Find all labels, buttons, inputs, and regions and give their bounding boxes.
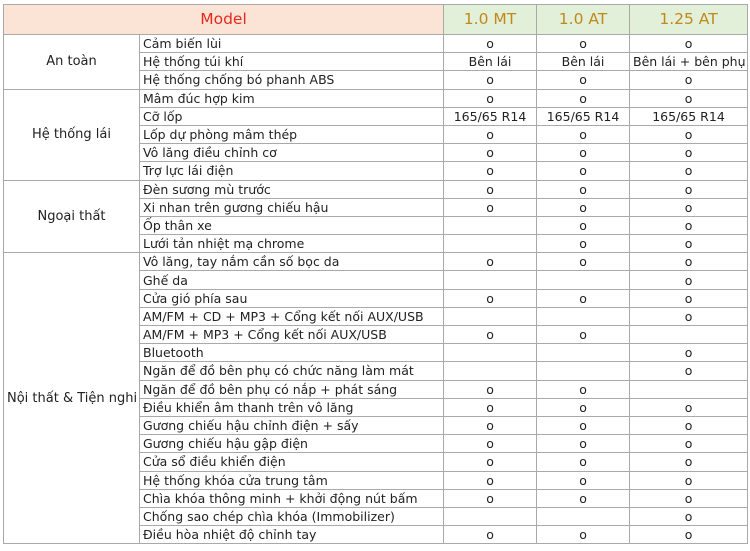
- value-cell: o: [537, 526, 630, 544]
- value-cell: o: [630, 489, 748, 507]
- group-label: Nội thất & Tiện nghi: [4, 253, 140, 544]
- value-cell: [630, 326, 748, 344]
- feature-cell: Ốp thân xe: [140, 216, 444, 234]
- value-cell: o: [444, 416, 537, 434]
- value-cell: [537, 307, 630, 325]
- value-cell: o: [537, 35, 630, 53]
- value-cell: o: [537, 253, 630, 271]
- value-cell: [444, 507, 537, 525]
- feature-cell: Lốp dự phòng mâm thép: [140, 125, 444, 143]
- feature-cell: Ngăn để đồ bên phụ có nắp + phát sáng: [140, 380, 444, 398]
- value-cell: o: [630, 71, 748, 89]
- value-cell: o: [630, 289, 748, 307]
- feature-cell: Ghế da: [140, 271, 444, 289]
- value-cell: o: [537, 180, 630, 198]
- value-cell: o: [444, 326, 537, 344]
- feature-cell: Bluetooth: [140, 344, 444, 362]
- value-cell: o: [537, 398, 630, 416]
- feature-cell: Hệ thống túi khí: [140, 53, 444, 71]
- value-cell: o: [444, 526, 537, 544]
- model-header: Model: [4, 5, 444, 35]
- table-row: [4, 35, 748, 53]
- feature-cell: Cảm biến lùi: [140, 35, 444, 53]
- value-cell: Bên lái + bên phụ: [630, 53, 748, 71]
- value-cell: o: [537, 71, 630, 89]
- feature-cell: Chìa khóa thông minh + khởi động nút bấm: [140, 489, 444, 507]
- value-cell: o: [537, 198, 630, 216]
- value-cell: o: [537, 216, 630, 234]
- value-cell: o: [444, 453, 537, 471]
- value-cell: o: [444, 380, 537, 398]
- value-cell: o: [630, 235, 748, 253]
- value-cell: o: [630, 271, 748, 289]
- value-cell: o: [537, 435, 630, 453]
- value-cell: o: [630, 125, 748, 143]
- value-cell: o: [630, 307, 748, 325]
- value-cell: o: [630, 253, 748, 271]
- variant-header-3: 1.25 AT: [630, 5, 748, 35]
- feature-cell: Vô lăng, tay nắm cần số bọc da: [140, 253, 444, 271]
- value-cell: [444, 362, 537, 380]
- value-cell: o: [630, 35, 748, 53]
- value-cell: o: [630, 344, 748, 362]
- value-cell: o: [537, 453, 630, 471]
- value-cell: [537, 271, 630, 289]
- value-cell: o: [630, 416, 748, 434]
- table-row: [4, 253, 748, 271]
- value-cell: o: [537, 326, 630, 344]
- value-cell: [630, 380, 748, 398]
- feature-cell: Gương chiếu hậu chỉnh điện + sấy: [140, 416, 444, 434]
- value-cell: o: [630, 453, 748, 471]
- group-label: An toàn: [4, 35, 140, 90]
- feature-cell: Chống sao chép chìa khóa (Immobilizer): [140, 507, 444, 525]
- value-cell: o: [537, 144, 630, 162]
- value-cell: o: [444, 125, 537, 143]
- value-cell: o: [444, 253, 537, 271]
- value-cell: 165/65 R14: [630, 107, 748, 125]
- value-cell: o: [444, 35, 537, 53]
- feature-cell: Gương chiếu hậu gập điện: [140, 435, 444, 453]
- feature-cell: Lưới tản nhiệt mạ chrome: [140, 235, 444, 253]
- value-cell: o: [444, 471, 537, 489]
- group-label: Ngoại thất: [4, 180, 140, 253]
- value-cell: o: [537, 125, 630, 143]
- value-cell: o: [630, 89, 748, 107]
- value-cell: o: [444, 89, 537, 107]
- value-cell: o: [444, 398, 537, 416]
- group-label: Hệ thống lái: [4, 89, 140, 180]
- value-cell: [537, 507, 630, 525]
- value-cell: o: [630, 435, 748, 453]
- value-cell: o: [444, 71, 537, 89]
- value-cell: [444, 271, 537, 289]
- feature-cell: Cỡ lốp: [140, 107, 444, 125]
- value-cell: o: [444, 435, 537, 453]
- value-cell: o: [444, 198, 537, 216]
- feature-cell: Mâm đúc hợp kim: [140, 89, 444, 107]
- value-cell: o: [537, 162, 630, 180]
- value-cell: o: [537, 235, 630, 253]
- table-row: [4, 180, 748, 198]
- value-cell: [444, 344, 537, 362]
- value-cell: [537, 362, 630, 380]
- feature-cell: Cửa sổ điều khiển điện: [140, 453, 444, 471]
- table-row: [4, 89, 748, 107]
- value-cell: [444, 235, 537, 253]
- value-cell: o: [537, 489, 630, 507]
- variant-header-2: 1.0 AT: [537, 5, 630, 35]
- value-cell: o: [444, 180, 537, 198]
- value-cell: o: [630, 144, 748, 162]
- value-cell: Bên lái: [537, 53, 630, 71]
- feature-cell: Xi nhan trên gương chiếu hậu: [140, 198, 444, 216]
- spec-body: [4, 35, 748, 544]
- value-cell: o: [630, 198, 748, 216]
- variant-header-1: 1.0 MT: [444, 5, 537, 35]
- value-cell: o: [630, 216, 748, 234]
- value-cell: o: [630, 526, 748, 544]
- value-cell: o: [630, 180, 748, 198]
- value-cell: o: [537, 89, 630, 107]
- value-cell: o: [630, 162, 748, 180]
- header-row: [4, 5, 748, 35]
- value-cell: [444, 216, 537, 234]
- value-cell: o: [630, 398, 748, 416]
- feature-cell: Cửa gió phía sau: [140, 289, 444, 307]
- value-cell: o: [444, 162, 537, 180]
- value-cell: o: [537, 380, 630, 398]
- feature-cell: AM/FM + CD + MP3 + Cổng kết nối AUX/USB: [140, 307, 444, 325]
- value-cell: [444, 307, 537, 325]
- feature-cell: Vô lăng điều chỉnh cơ: [140, 144, 444, 162]
- value-cell: o: [537, 289, 630, 307]
- feature-cell: Trợ lực lái điện: [140, 162, 444, 180]
- feature-cell: Điều khiển âm thanh trên vô lăng: [140, 398, 444, 416]
- feature-cell: Hệ thống khóa cửa trung tâm: [140, 471, 444, 489]
- feature-cell: Đèn sương mù trước: [140, 180, 444, 198]
- feature-cell: Điều hòa nhiệt độ chỉnh tay: [140, 526, 444, 544]
- value-cell: 165/65 R14: [444, 107, 537, 125]
- value-cell: o: [444, 289, 537, 307]
- value-cell: o: [444, 144, 537, 162]
- feature-cell: Ngăn để đồ bên phụ có chức năng làm mát: [140, 362, 444, 380]
- value-cell: o: [630, 471, 748, 489]
- value-cell: Bên lái: [444, 53, 537, 71]
- value-cell: o: [537, 471, 630, 489]
- value-cell: 165/65 R14: [537, 107, 630, 125]
- value-cell: o: [444, 489, 537, 507]
- value-cell: o: [630, 507, 748, 525]
- value-cell: o: [630, 362, 748, 380]
- spec-table: [3, 4, 748, 544]
- feature-cell: Hệ thống chống bó phanh ABS: [140, 71, 444, 89]
- feature-cell: AM/FM + MP3 + Cổng kết nối AUX/USB: [140, 326, 444, 344]
- value-cell: o: [537, 416, 630, 434]
- value-cell: [537, 344, 630, 362]
